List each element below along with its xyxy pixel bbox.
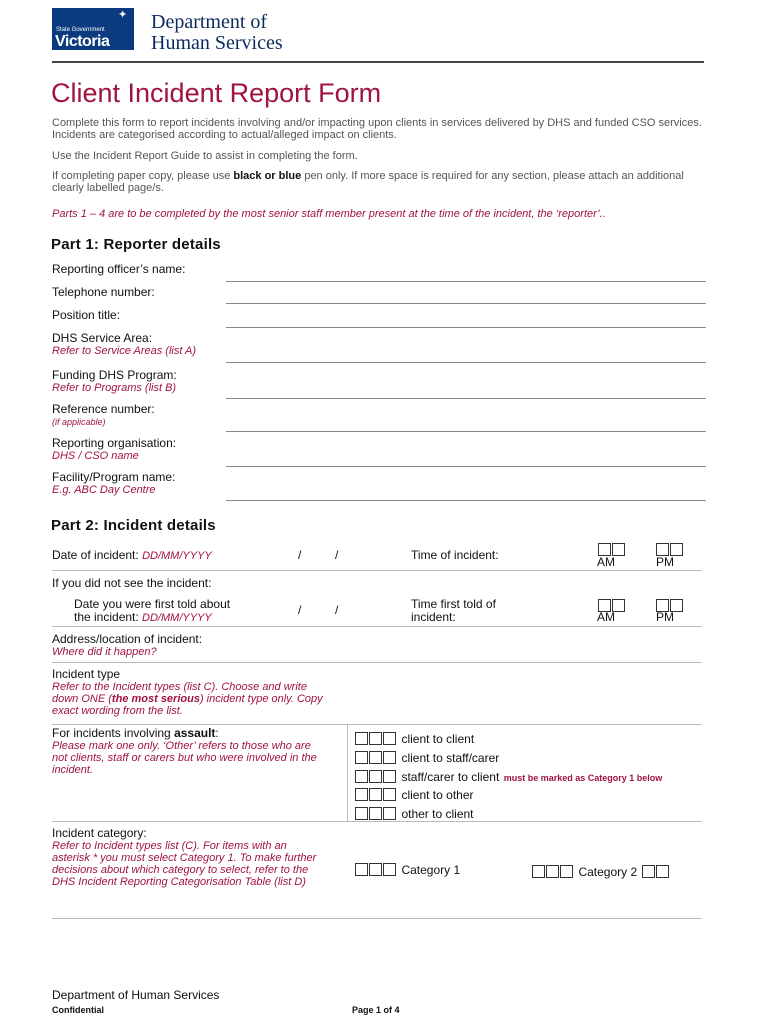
checkbox[interactable] (383, 788, 396, 801)
department-name (151, 12, 283, 54)
checkbox[interactable] (355, 751, 368, 764)
checkbox[interactable] (383, 770, 396, 783)
time-first-line-2: incident: (411, 610, 456, 624)
field-label: Reporting officer’s name: (52, 262, 186, 276)
date-format-hint: DD/MM/YYYY (142, 612, 212, 624)
date-of-incident-label (52, 549, 212, 562)
checkbox[interactable] (369, 770, 382, 783)
checkbox[interactable] (656, 865, 669, 878)
time-of-incident-label: Time of incident: (411, 548, 499, 562)
checkbox[interactable] (383, 863, 396, 876)
checkbox[interactable] (355, 788, 368, 801)
intro-paragraph-2: Use the Incident Report Guide to assist in completing the form. (52, 150, 358, 162)
column-divider (347, 724, 348, 821)
field-sublabel: E.g. ABC Day Centre (52, 484, 156, 496)
checkbox[interactable] (369, 863, 382, 876)
option-label: other to client (401, 807, 474, 821)
footer-department: Department of Human Services (52, 988, 220, 1002)
category-2-label: Category 2 (578, 865, 638, 879)
pm-label: PM (656, 610, 674, 624)
reporting-organisation-field[interactable] (226, 466, 706, 467)
row-divider (52, 724, 702, 725)
field-label: Position title: (52, 308, 121, 322)
category-label (52, 827, 322, 888)
field-label (52, 471, 175, 496)
option-label: client to staff/carer (401, 751, 500, 765)
intro-paragraph-1: Complete this form to report incidents involving and/or impacting upon clients in services delivered by DHS and funded CSO services. Incidents are categorised according to actual/alleged impact on clients. (52, 117, 702, 141)
assault-label-text: For incidents involving (52, 726, 175, 740)
date-label-text: Date of incident: (52, 548, 143, 562)
field-sublabel: Refer to Programs (list B) (52, 382, 177, 394)
date-slash: / (335, 548, 339, 562)
checkbox[interactable] (369, 807, 382, 820)
pm-label: PM (656, 555, 674, 569)
dept-line-1: Department of (151, 11, 268, 33)
victoria-logo (52, 8, 134, 50)
assault-sublabel: Please mark one only. ‘Other’ refers to those who are not clients, staff or carers but who were involved in the incident. (52, 740, 317, 776)
first-told-line-2: the incident: (74, 610, 143, 624)
time-first-told-label (411, 598, 496, 624)
option-label: client to client (401, 732, 475, 746)
dhs-service-area-field[interactable] (226, 362, 706, 363)
checkbox[interactable] (355, 863, 368, 876)
checkbox[interactable] (546, 865, 559, 878)
am-label: AM (597, 555, 615, 569)
category-1-option[interactable] (355, 861, 460, 879)
header-divider (52, 61, 704, 63)
incident-type-hint: Refer to the Incident types (list C). Choose and write down ONE ( (52, 681, 307, 705)
position-title-field[interactable] (226, 327, 706, 328)
category-sublabel: Refer to Incident types list (C). For items with an asterisk * you must select Category 1. To make further decisions about which category to select, refer to the DHS Incident Reporting Categorisation Table (list D) (52, 840, 317, 888)
field-label-text: Reporting organisation: (52, 436, 177, 450)
intro-p3-text-end: pen only. If more space is required for any section, please attach an additional clearly labelled page/s. (52, 170, 684, 194)
option-label: client to other (401, 788, 474, 802)
checkbox[interactable] (532, 865, 545, 878)
checkbox[interactable] (642, 865, 655, 878)
field-label (52, 437, 176, 462)
category-2-option[interactable] (532, 863, 670, 881)
am-label: AM (597, 610, 615, 624)
reporter-note: Parts 1 – 4 are to be completed by the most senior staff member present at the time of the incident, the ‘reporter’.. (52, 208, 606, 220)
first-told-date-label (74, 598, 230, 624)
checkbox[interactable] (355, 732, 368, 745)
page-number: Page 1 of 4 (352, 1005, 400, 1015)
checkbox[interactable] (383, 751, 396, 764)
intro-paragraph-3 (52, 170, 712, 194)
footer-confidential: Confidential (52, 1005, 104, 1015)
date-format-hint: DD/MM/YYYY (142, 550, 212, 562)
incident-type-hint-bold: the most serious (111, 693, 200, 705)
checkbox[interactable] (369, 788, 382, 801)
date-slash: / (298, 548, 302, 562)
checkbox[interactable] (369, 751, 382, 764)
logo-big-text: Victoria (55, 33, 110, 50)
category-1-label: Category 1 (401, 863, 461, 877)
address-sublabel: Where did it happen? (52, 646, 157, 658)
logo-small-text: State Government (56, 27, 105, 33)
intro-p3-text: If completing paper copy, please use (52, 170, 234, 182)
time-first-line-1: Time first told of (411, 597, 496, 611)
field-sublabel: (if applicable) (52, 417, 106, 427)
field-label-text: DHS Service Area: (52, 331, 153, 345)
not-seen-label: If you did not see the incident: (52, 576, 212, 590)
assault-label-bold: assault (174, 726, 216, 740)
incident-type-label (52, 668, 332, 717)
assault-label (52, 727, 322, 776)
date-slash: / (335, 603, 339, 617)
field-label-text: Funding DHS Program: (52, 368, 177, 382)
first-told-line-1: Date you were first told about (74, 597, 231, 611)
address-label-text: Address/location of incident: (52, 632, 203, 646)
category-label-text: Incident category: (52, 826, 147, 840)
field-label-text: Reference number: (52, 402, 155, 416)
date-slash: / (298, 603, 302, 617)
facility-program-field[interactable] (226, 500, 706, 501)
incident-type-label-text: Incident type (52, 667, 121, 681)
part2-heading: Part 2: Incident details (51, 517, 216, 534)
row-divider (52, 570, 702, 571)
field-label: Telephone number: (52, 285, 155, 299)
option-label: staff/carer to client (401, 770, 500, 784)
row-divider (52, 626, 702, 627)
checkbox[interactable] (369, 732, 382, 745)
southern-cross-icon: ✦ (118, 9, 128, 21)
field-label (52, 369, 177, 394)
field-label (52, 332, 196, 357)
reporting-officer-field[interactable] (226, 281, 706, 282)
intro-p3-bold: black or blue (233, 170, 302, 182)
checkbox[interactable] (560, 865, 573, 878)
checkbox[interactable] (355, 770, 368, 783)
field-label (52, 403, 155, 428)
category-1-note: must be marked as Category 1 below (503, 773, 663, 783)
row-divider (52, 662, 702, 663)
reference-number-field[interactable] (226, 431, 706, 432)
incident-type-hint-end: ) incident type only. Copy exact wording from the list. (52, 693, 323, 717)
row-divider (52, 821, 702, 822)
dept-line-2: Human Services (151, 32, 283, 54)
field-label-text: Facility/Program name: (52, 470, 176, 484)
address-label (52, 633, 202, 658)
page-title: Client Incident Report Form (51, 78, 382, 108)
assault-option-client-to-other[interactable] (355, 786, 474, 804)
assault-option-client-to-staff[interactable] (355, 749, 499, 767)
assault-option-client-to-client[interactable] (355, 730, 474, 748)
field-sublabel: Refer to Service Areas (list A) (52, 345, 197, 357)
checkbox[interactable] (383, 732, 396, 745)
row-divider (52, 918, 702, 919)
telephone-field[interactable] (226, 303, 706, 304)
part1-heading: Part 1: Reporter details (51, 236, 221, 253)
checkbox[interactable] (355, 807, 368, 820)
funding-program-field[interactable] (226, 398, 706, 399)
assault-option-staff-to-client[interactable] (355, 768, 662, 786)
field-sublabel: DHS / CSO name (52, 450, 139, 462)
assault-label-colon: : (215, 726, 219, 740)
checkbox[interactable] (383, 807, 396, 820)
